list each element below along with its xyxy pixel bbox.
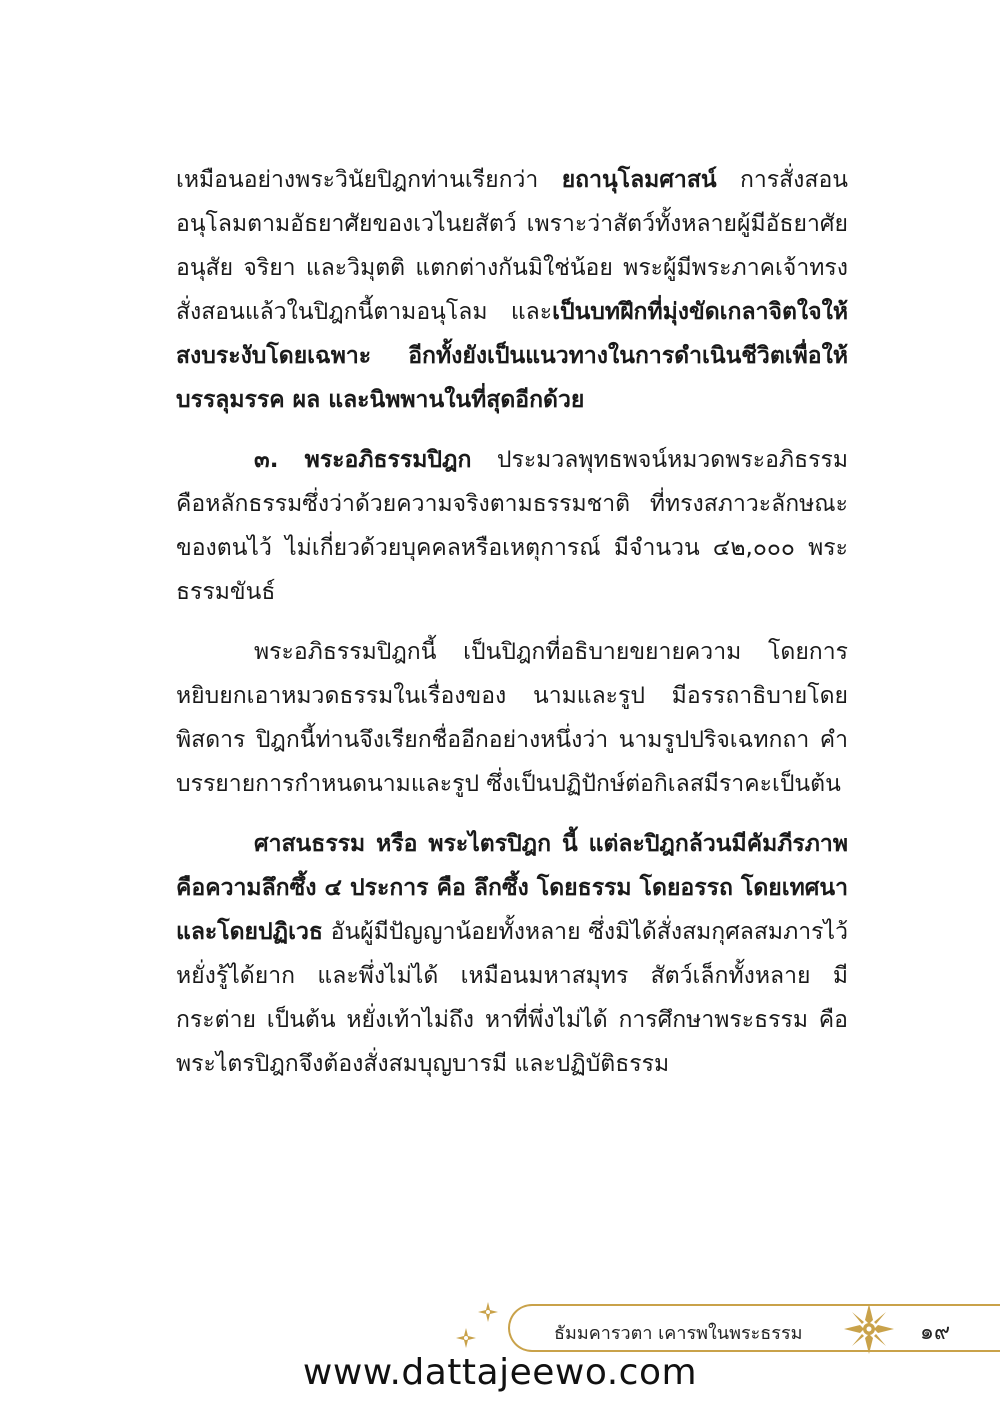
bold-phrase: เป็นบทฝึกที่มุ่งขัดเกลาจิตใจให้สงบระงับโดยเฉพาะ อีกทั้งยังเป็นแนวทางในการดำเนินชีวิตเพื่อให้บรรลุมรรค ผล และนิพพานในที่สุดอีกด้วย xyxy=(176,299,848,413)
paragraph-4 xyxy=(176,822,848,1086)
thai-flower-ornament-icon xyxy=(842,1302,896,1356)
paragraph-2 xyxy=(176,438,848,614)
footer-title: ธัมมคารวตา เคารพในพระธรรม xyxy=(554,1323,803,1344)
text-run: การสั่งสอนอนุโลมตามอัธยาศัยของเวไนยสัตว์ เพราะว่าสัตว์ทั้งหลายผู้มีอัธยาศัยอนุสัย จริยา และวิมุตติ แตกต่างกันมิใช่น้อย พระผู้มีพระภาคเจ้าทรงสั่งสอนแล้วในปิฎกนี้ตามอนุโลม และ xyxy=(176,167,848,325)
page-footer xyxy=(440,1300,1000,1360)
text-run: ประมวลพุทธพจน์หมวดพระอภิธรรม คือหลักธรรมซึ่งว่าด้วยความจริงตามธรรมชาติ ที่ทรงสภาวะลักษณะของตนไว้ ไม่เกี่ยวด้วยบุคคลหรือเหตุการณ์ มีจำนวน ๔๒,๐๐๐ พระธรรมขันธ์ xyxy=(176,447,848,605)
page-number: ๑๙ xyxy=(920,1320,951,1345)
body-text xyxy=(176,158,848,1086)
paragraph-3 xyxy=(176,630,848,806)
text-run: อันผู้มีปัญญาน้อยทั้งหลาย ซึ่งมิได้สั่งสมกุศลสมภารไว้ หยั่งรู้ได้ยาก และพึ่งไม่ได้ เหมือนมหาสมุทร สัตว์เล็กทั้งหลาย มีกระต่าย เป็นต้น หยั่งเท้าไม่ถึง หาที่พึ่งไม่ได้ การศึกษาพระธรรม คือ พระไตรปิฎกจึงต้องสั่งสมบุญบารมี และปฏิบัติธรรม xyxy=(176,919,848,1077)
section-heading: ๓. พระอภิธรรมปิฎก xyxy=(254,447,472,473)
bold-term: ยถานุโลมศาสน์ xyxy=(561,167,717,193)
bold-phrase: ศาสนธรรม หรือ พระไตรปิฎก นี้ แต่ละปิฎกล้วนมีคัมภีรภาพคือความลึกซึ้ง ๔ ประการ คือ ลึกซึ้ง โดยธรรม โดยอรรถ โดยเทศนา และโดยปฏิเวธ xyxy=(176,831,848,945)
text-run: เหมือนอย่างพระวินัยปิฎกท่านเรียกว่า xyxy=(176,167,562,193)
text-run: พระอภิธรรมปิฎกนี้ เป็นปิฎกที่อธิบายขยายความ โดยการหยิบยกเอาหมวดธรรมในเรื่องของ นามและรูป มีอรรถาธิบายโดยพิสดาร ปิฎกนี้ท่านจึงเรียกชื่ออีกอย่างหนึ่งว่า นามรูปปริจเฉทกถา คำบรรยายการกำหนดนามและรูป ซึ่งเป็นปฏิปักษ์ต่อกิเลสมีราคะเป็นต้น xyxy=(176,639,848,797)
website-url[interactable]: www.dattajeewo.com xyxy=(302,1352,698,1393)
small-sparkle-ornament-icon xyxy=(446,1300,506,1360)
paragraph-1 xyxy=(176,158,848,422)
